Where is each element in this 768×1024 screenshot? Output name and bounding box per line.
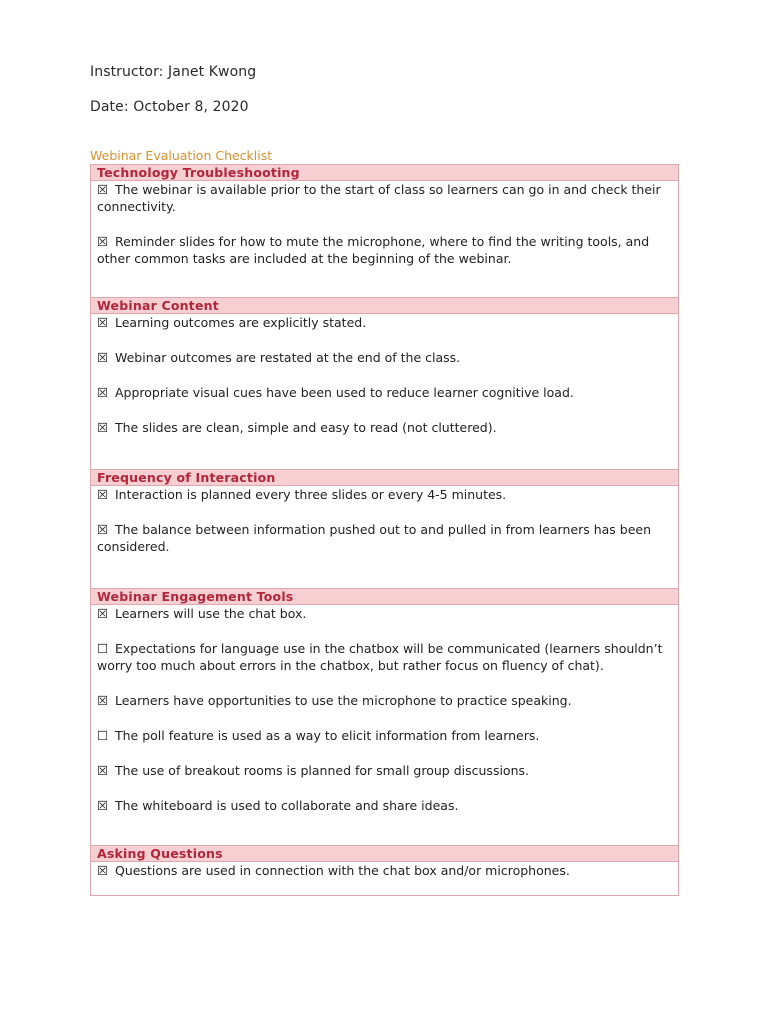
section-heading: Technology Troubleshooting <box>91 165 679 181</box>
checked-box-icon[interactable]: ☒ <box>97 182 109 197</box>
checklist-item <box>97 349 672 366</box>
checklist-item <box>97 640 672 674</box>
item-text: The poll feature is used as a way to elicit information from learners. <box>114 728 540 743</box>
checked-box-icon[interactable]: ☒ <box>97 350 109 365</box>
item-text: Learners have opportunities to use the microphone to practice speaking. <box>114 693 572 708</box>
date-line: Date: October 8, 2020 <box>90 99 249 115</box>
checked-box-icon[interactable]: ☒ <box>97 522 109 537</box>
checked-box-icon[interactable]: ☒ <box>97 234 109 249</box>
item-text: Expectations for language use in the chatbox will be communicated (learners shouldn’t worry too much about errors in the chatbox, but rather focus on fluency of chat). <box>97 641 663 673</box>
section-body-frequency-of-interaction <box>91 486 679 589</box>
checked-box-icon[interactable]: ☒ <box>97 420 109 435</box>
checked-box-icon[interactable]: ☒ <box>97 487 109 502</box>
checked-box-icon[interactable]: ☒ <box>97 385 109 400</box>
section-body-technology-troubleshooting <box>91 181 679 298</box>
item-text: Webinar outcomes are restated at the end of the class. <box>114 350 461 365</box>
checklist-item <box>97 486 672 503</box>
item-text: The webinar is available prior to the start of class so learners can go in and check their connectivity. <box>97 182 661 214</box>
checklist-item <box>97 181 672 215</box>
item-text: The balance between information pushed out to and pulled in from learners has been considered. <box>97 522 652 554</box>
checklist-item <box>97 521 672 555</box>
section-body-webinar-content <box>91 314 679 470</box>
unchecked-box-icon[interactable]: ☐ <box>97 641 109 656</box>
checklist-item <box>97 419 672 436</box>
item-text: The whiteboard is used to collaborate and share ideas. <box>114 798 459 813</box>
item-text: Reminder slides for how to mute the microphone, where to find the writing tools, and other common tasks are included at the beginning of the webinar. <box>97 234 650 266</box>
section-body-asking-questions <box>91 862 679 896</box>
checklist-item <box>97 233 672 267</box>
item-text: Learning outcomes are explicitly stated. <box>114 315 367 330</box>
checklist-item <box>97 314 672 331</box>
checked-box-icon[interactable]: ☒ <box>97 693 109 708</box>
section-body-webinar-engagement-tools <box>91 605 679 846</box>
checklist-title: Webinar Evaluation Checklist <box>90 148 273 163</box>
instructor-line: Instructor: Janet Kwong <box>90 64 257 80</box>
section-header-asking-questions <box>91 846 679 862</box>
item-text: Learners will use the chat box. <box>114 606 307 621</box>
section-header-technology-troubleshooting <box>91 165 679 181</box>
item-text: The use of breakout rooms is planned for small group discussions. <box>114 763 529 778</box>
checklist-item <box>97 797 672 814</box>
unchecked-box-icon[interactable]: ☐ <box>97 728 109 743</box>
checklist-item <box>97 692 672 709</box>
section-heading: Webinar Engagement Tools <box>91 589 679 605</box>
checked-box-icon[interactable]: ☒ <box>97 863 109 878</box>
section-heading: Asking Questions <box>91 846 679 862</box>
checked-box-icon[interactable]: ☒ <box>97 606 109 621</box>
checklist-item <box>97 762 672 779</box>
checklist-item <box>97 727 672 744</box>
checked-box-icon[interactable]: ☒ <box>97 315 109 330</box>
item-text: Questions are used in connection with the chat box and/or microphones. <box>114 863 570 878</box>
section-header-webinar-content <box>91 298 679 314</box>
checked-box-icon[interactable]: ☒ <box>97 798 109 813</box>
checked-box-icon[interactable]: ☒ <box>97 763 109 778</box>
checklist-item <box>97 862 672 879</box>
section-heading: Frequency of Interaction <box>91 470 679 486</box>
item-text: Appropriate visual cues have been used to reduce learner cognitive load. <box>114 385 574 400</box>
section-header-frequency-of-interaction <box>91 470 679 486</box>
checklist-table <box>90 164 679 896</box>
section-header-webinar-engagement-tools <box>91 589 679 605</box>
checklist-item <box>97 605 672 622</box>
checklist-item <box>97 384 672 401</box>
item-text: The slides are clean, simple and easy to read (not cluttered). <box>114 420 497 435</box>
section-heading: Webinar Content <box>91 298 679 314</box>
item-text: Interaction is planned every three slides or every 4-5 minutes. <box>114 487 507 502</box>
